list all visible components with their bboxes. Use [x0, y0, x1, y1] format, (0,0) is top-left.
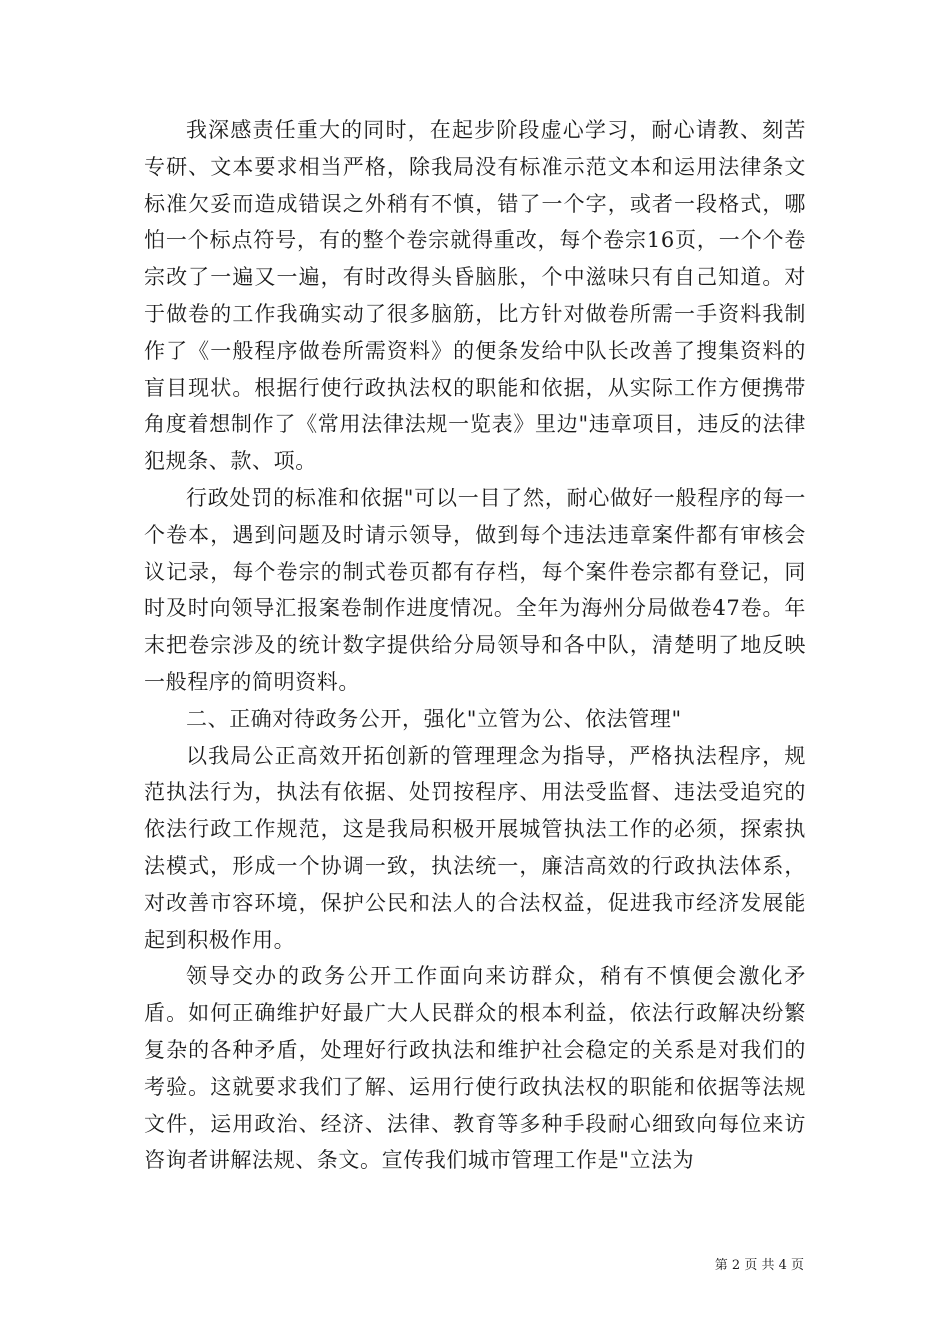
section-heading: 二、正确对待政务公开，强化"立管为公、依法管理" [186, 706, 682, 731]
paragraph: 行政处罚的标准和依据"可以一目了然，耐心做好一般程序的每一个卷本，遇到问题及时请示领导，做到每个违法违章案件都有审核会议记录，每个卷宗的制式卷页都有存档，每个案件卷宗都有登记，同时及时向领导汇报案卷制作进度情况。全年为海州分局做卷47卷。年末把卷宗涉及的统计数字提供给分局领导和各中队，清楚明了地反映一般程序的简明资料。 [144, 485, 806, 694]
paragraph: 我深感责任重大的同时，在起步阶段虚心学习，耐心请教、刻苦专研、文本要求相当严格，除我局没有标准示范文本和运用法律条文标准欠妥而造成错误之外稍有不慎，错了一个字，或者一段格式，哪怕一个标点符号，有的整个卷宗就得重改，每个卷宗16页，一个个卷宗改了一遍又一遍，有时改得头昏脑胀，个中滋味只有自己知道。对于做卷的工作我确实动了很多脑筋，比方针对做卷所需一手资料我制作了《一般程序做卷所需资料》的便条发给中队长改善了搜集资料的盲目现状。根据行使行政执法权的职能和依据，从实际工作方便携带角度着想制作了《常用法律法规一览表》里边"违章项目，违反的法律犯规条、款、项。 [144, 118, 806, 474]
page-number: 第 2 页 共 4 页 [714, 1258, 804, 1273]
paragraph: 以我局公正高效开拓创新的管理理念为指导，严格执法程序，规范执法行为，执法有依据、处罚按程序、用法受监督、违法受追究的依法行政工作规范，这是我局积极开展城管执法工作的必须，探索执法模式，形成一个协调一致，执法统一，廉洁高效的行政执法体系，对改善市容环境，保护公民和法人的合法权益，促进我市经济发展能起到积极作用。 [144, 743, 806, 952]
paragraph: 领导交办的政务公开工作面向来访群众，稍有不慎便会激化矛盾。如何正确维护好最广大人民群众的根本利益，依法行政解决纷繁复杂的各种矛盾，处理好行政执法和维护社会稳定的关系是对我们的考验。这就要求我们了解、运用行使行政执法权的职能和依据等法规文件，运用政治、经济、法律、教育等多种手段耐心细致向每位来访咨询者讲解法规、条文。宣传我们城市管理工作是"立法为 [144, 964, 806, 1173]
document-body [144, 112, 806, 1179]
